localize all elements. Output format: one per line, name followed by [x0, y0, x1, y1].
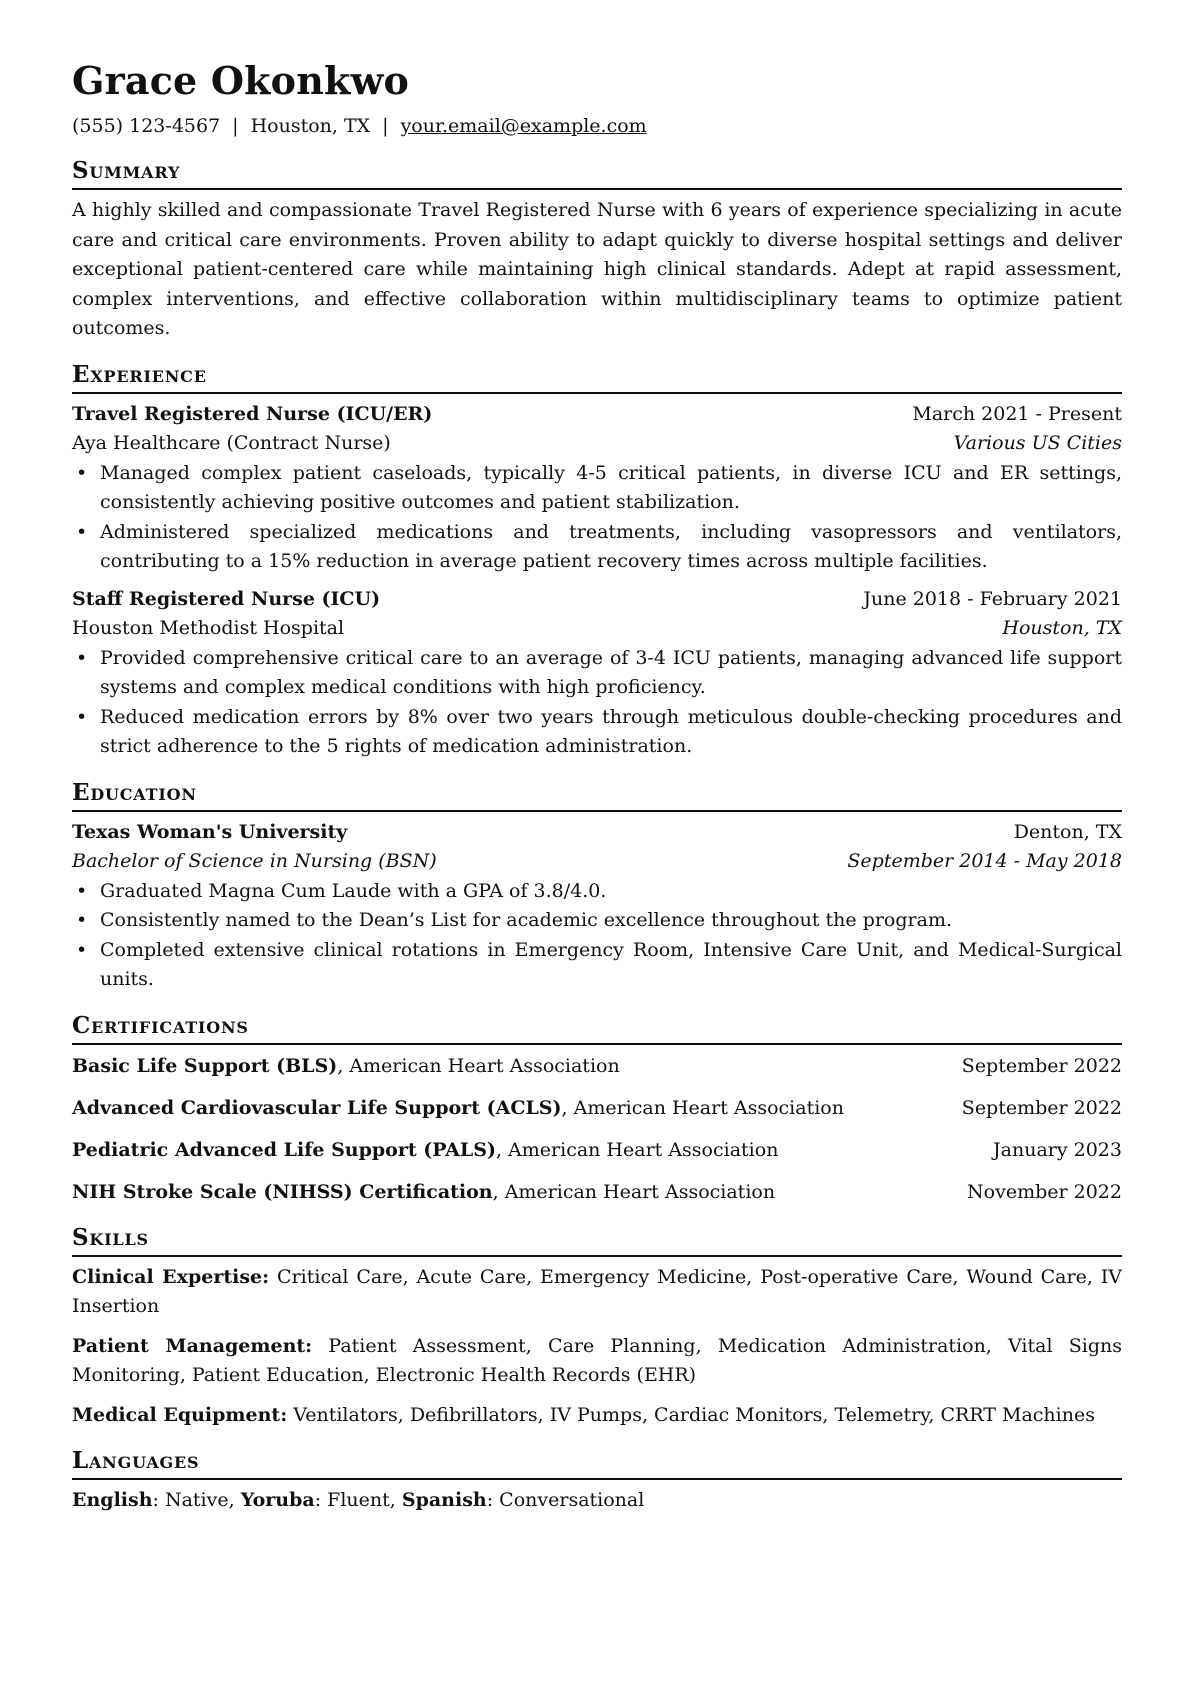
- certification-item: [72, 1135, 1122, 1165]
- certification-name: Advanced Cardiovascular Life Support (ACLS): [72, 1096, 562, 1119]
- language-level: : Fluent,: [314, 1489, 402, 1511]
- job-location: Various US Cities: [953, 432, 1122, 454]
- job-dates: March 2021 - Present: [912, 402, 1122, 425]
- contact-separator: |: [232, 115, 239, 137]
- certification-date: January 2023: [993, 1138, 1122, 1161]
- certification-item: [72, 1051, 1122, 1081]
- language-name: Spanish: [401, 1489, 487, 1511]
- certification-date: November 2022: [967, 1180, 1122, 1203]
- candidate-name: Grace Okonkwo: [72, 58, 410, 103]
- contact-separator: |: [382, 115, 389, 137]
- skill-label: Clinical Expertise:: [72, 1265, 270, 1288]
- job-bullets: [72, 644, 1122, 762]
- skill-group: [72, 1401, 1122, 1431]
- section-title-education: Education: [72, 778, 1122, 812]
- summary-text: A highly skilled and compassionate Travel Registered Nurse with 6 years of experience specializing in acute care and critical care environments. Proven ability to adapt quickly to diverse hospital settings and deliver exceptional patient-centered care while maintaining high clinical standards. Adept at rapid assessment, complex interventions, and effective collaboration within multidisciplinary teams to optimize patient outcomes.: [72, 199, 1122, 339]
- certification-issuer: , American Heart Association: [561, 1096, 844, 1119]
- skill-list: Critical Care, Acute Care, Emergency Medicine, Post-operative Care, Wound Care, IV Insertion: [72, 1265, 1122, 1317]
- skill-group: [72, 1332, 1122, 1391]
- certification-name: NIH Stroke Scale (NIHSS) Certification: [72, 1180, 493, 1203]
- bullet-item: • Consistently named to the Dean’s List for academic excellence throughout the program.: [100, 906, 1122, 936]
- language-level: : Conversational: [486, 1489, 645, 1511]
- skill-list: Ventilators, Defibrillators, IV Pumps, Cardiac Monitors, Telemetry, CRRT Machines: [287, 1403, 1095, 1426]
- section-title-skills: Skills: [72, 1223, 1122, 1257]
- school-name: Texas Woman's University: [72, 820, 348, 843]
- certification-issuer: , American Heart Association: [492, 1180, 776, 1203]
- skill-group: [72, 1263, 1122, 1322]
- employer: Houston Methodist Hospital: [72, 617, 345, 639]
- job-bullets: [72, 459, 1122, 577]
- degree: Bachelor of Science in Nursing (BSN): [72, 850, 437, 872]
- certification-date: September 2022: [961, 1096, 1122, 1119]
- bullet-item: • Graduated Magna Cum Laude with a GPA of 3.8/4.0.: [100, 877, 1122, 907]
- language-level: : Native,: [152, 1489, 241, 1511]
- job-dates: June 2018 - February 2021: [863, 587, 1122, 610]
- certification-date: September 2022: [961, 1054, 1122, 1077]
- language-name: English: [72, 1489, 153, 1511]
- job-title: Travel Registered Nurse (ICU/ER): [72, 402, 433, 425]
- job-title: Staff Registered Nurse (ICU): [72, 587, 381, 610]
- email-link[interactable]: your.email@example.com: [400, 115, 647, 137]
- job-location: Houston, TX: [1002, 617, 1122, 639]
- employer: Aya Healthcare (Contract Nurse): [72, 432, 391, 454]
- languages-line: [72, 1486, 1122, 1516]
- section-title-languages: Languages: [72, 1446, 1122, 1480]
- education-dates: September 2014 - May 2018: [847, 850, 1122, 872]
- experience-entry: [72, 585, 1122, 762]
- certification-issuer: , American Heart Association: [495, 1138, 779, 1161]
- section-title-experience: Experience: [72, 360, 1122, 394]
- bullet-item: • Reduced medication errors by 8% over two years through meticulous double-checking procedures and strict adherence to the 5 rights of medication administration.: [100, 703, 1122, 762]
- bullet-item: • Completed extensive clinical rotations in Emergency Room, Intensive Care Unit, and Medical-Surgical units.: [100, 936, 1122, 995]
- section-title-summary: Summary: [72, 156, 1122, 190]
- certification-name: Basic Life Support (BLS): [72, 1054, 338, 1077]
- education-entry: [72, 818, 1122, 995]
- skill-list: Patient Assessment, Care Planning, Medication Administration, Vital Signs Monitoring, Patient Education, Electronic Health Records (EHR): [72, 1334, 1123, 1386]
- skill-label: Medical Equipment:: [72, 1403, 288, 1426]
- language-name: Yoruba: [240, 1489, 315, 1511]
- experience-entry: [72, 400, 1122, 577]
- certification-name: Pediatric Advanced Life Support (PALS): [72, 1138, 496, 1161]
- school-location: Denton, TX: [1013, 820, 1122, 843]
- bullet-item: • Provided comprehensive critical care to an average of 3-4 ICU patients, managing advanced life support systems and complex medical conditions with high proficiency.: [100, 644, 1122, 703]
- certification-item: [72, 1093, 1122, 1123]
- resume-page: [72, 58, 1122, 1516]
- education-bullets: [72, 877, 1122, 995]
- contact-line: [72, 112, 1122, 140]
- location: Houston, TX: [250, 115, 371, 137]
- certification-issuer: , American Heart Association: [337, 1054, 620, 1077]
- skill-label: Patient Management:: [72, 1334, 313, 1357]
- bullet-item: • Managed complex patient caseloads, typically 4-5 critical patients, in diverse ICU and ER settings, consistently achieving positive outcomes and patient stabilization.: [100, 459, 1122, 518]
- certification-item: [72, 1177, 1122, 1207]
- phone-number: (555) 123-4567: [72, 115, 221, 137]
- bullet-item: • Administered specialized medications and treatments, including vasopressors and ventilators, contributing to a 15% reduction in average patient recovery times across multiple facilities.: [100, 518, 1122, 577]
- section-title-certifications: Certifications: [72, 1011, 1122, 1045]
